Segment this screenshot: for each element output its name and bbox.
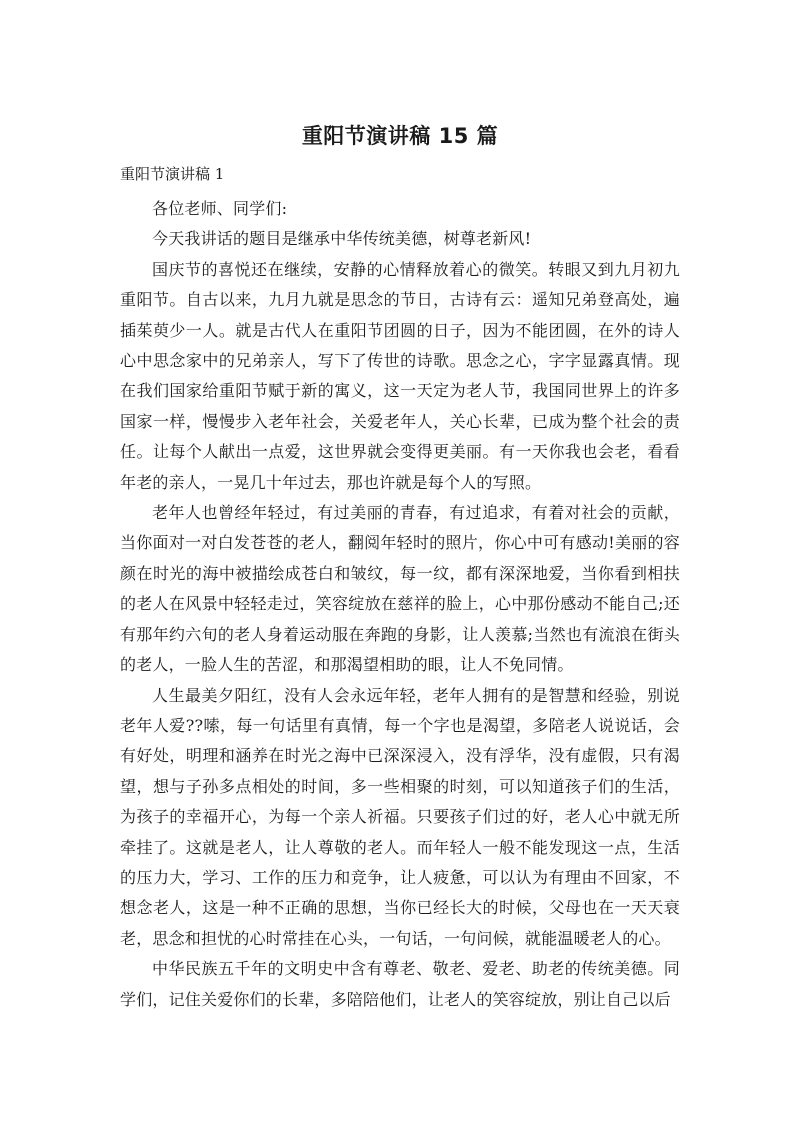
body-paragraph: 国庆节的喜悦还在继续，安静的心情释放着心的微笑。转眼又到九月初九重阳节。自古以来，九月九就是思念的节日，古诗有云：遥知兄弟登高处，遍插茱萸少一人。就是古代人在重阳节团圆的日子，因为不能团圆，在外的诗人心中思念家中的兄弟亲人，写下了传世的诗歌。思念之心，字字显露真情。现在我们国家给重阳节赋于新的寓义，这一天定为老人节，我国同世界上的许多国家一样，慢慢步入老年社会，关爱老年人，关心长辈，已成为整个社会的责任。让每个人献出一点爱，这世界就会变得更美丽。有一天你我也会老，看看年老的亲人，一晃几十年过去，那也许就是每个人的写照。 xyxy=(120,259,680,492)
document-title: 重阳节演讲稿 15 篇 xyxy=(301,124,499,148)
body-paragraph: 老年人也曾经年轻过，有过美丽的青春，有过追求，有着对社会的贡献，当你面对一对白发苍苍的老人，翻阅年轻时的照片，你心中可有感动!美丽的容颜在时光的海中被描绘成苍白和皱纹，每一纹，都有深深地爱，当你看到相扶的老人在风景中轻轻走过，笑容绽放在慈祥的脸上，心中那份感动不能自己;还有那年约六旬的老人身着运动服在奔跑的身影，让人羡慕;当然也有流浪在街头的老人，一脸人生的苦涩，和那渴望相助的眼，让人不免同情。 xyxy=(120,503,680,675)
body-paragraph: 中华民族五千年的文明史中含有尊老、敬老、爱老、助老的传统美德。同学们，记住关爱你们的长辈，多陪陪他们，让老人的笑容绽放，别让自己以后 xyxy=(120,959,680,1009)
section-heading: 重阳节演讲稿 1 xyxy=(120,165,225,183)
body-paragraph: 人生最美夕阳红，没有人会永远年轻，老年人拥有的是智慧和经验，别说老年人爱??嗦，每一句话里有真情，每一个字也是渴望，多陪老人说说话，会有好处，明理和涵养在时光之海中已深深浸入，没有浮华，没有虚假，只有渴望，想与子孙多点相处的时间，多一些相聚的时刻，可以知道孩子们的生活，为孩子的幸福开心，为每一个亲人祈福。只要孩子们过的好，老人心中就无所牵挂了。这就是老人，让人尊敬的老人。而年轻人一般不能发现这一点，生活的压力大，学习、工作的压力和竞争，让人疲惫，可以认为有理由不回家，不想念老人，这是一种不正确的思想，当你已经长大的时候，父母也在一天天衰老，思念和担忧的心时常挂在心头，一句话，一句问候，就能温暖老人的心。 xyxy=(120,685,680,948)
salutation-paragraph: 各位老师、同学们: xyxy=(152,199,288,218)
topic-paragraph: 今天我讲话的题目是继承中华传统美德，树尊老新风! xyxy=(152,229,532,249)
document-body xyxy=(120,194,680,1015)
